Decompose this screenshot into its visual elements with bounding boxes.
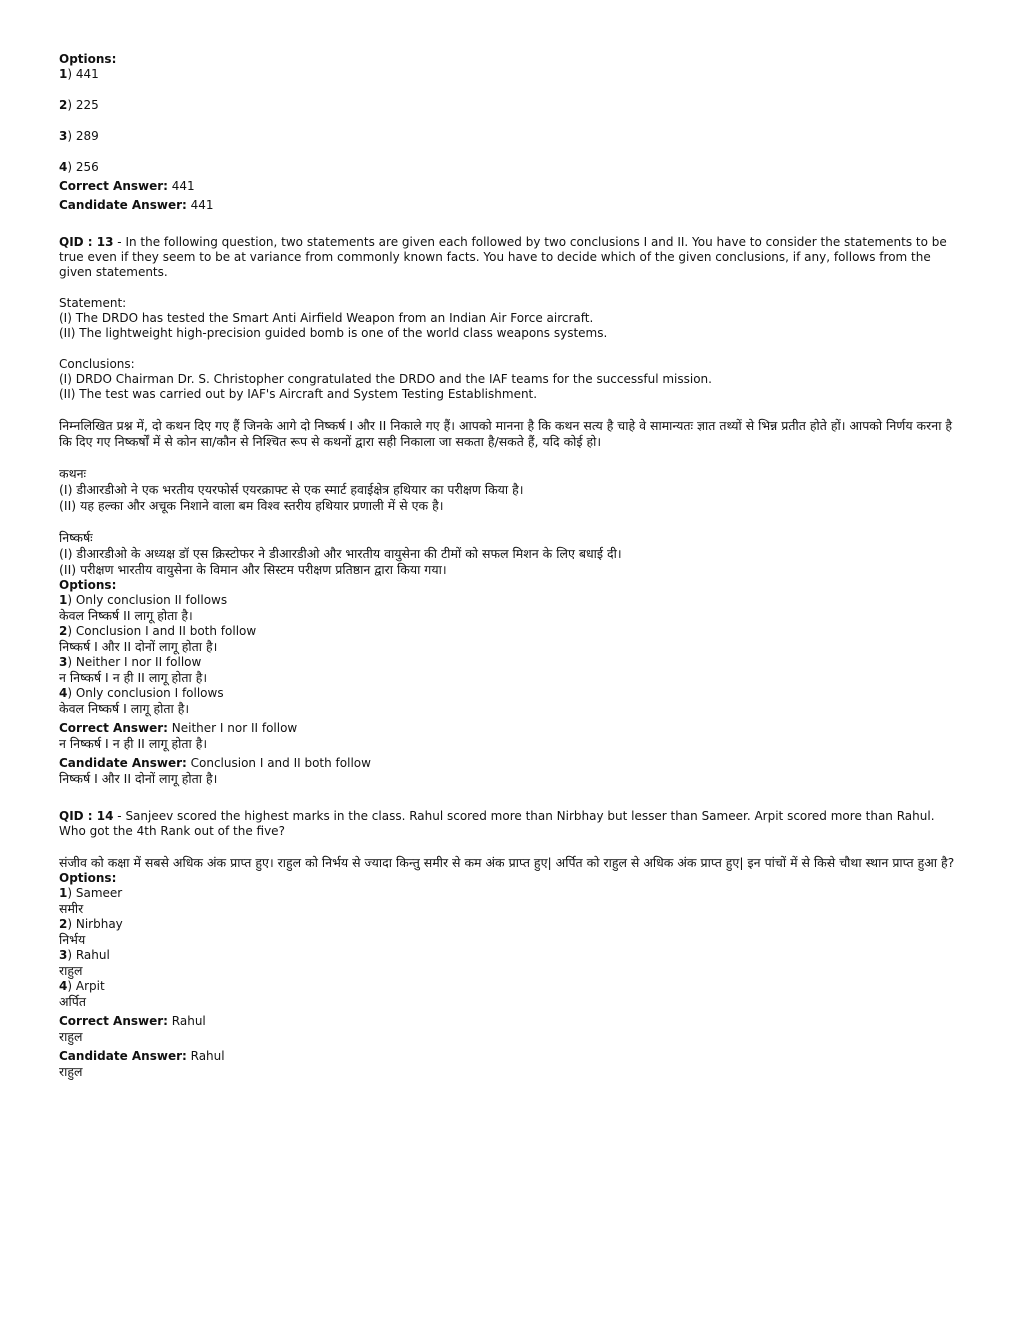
prev-question bbox=[59, 52, 962, 213]
question-14 bbox=[59, 809, 962, 1080]
correct-answer: Correct Answer: Rahul राहुल bbox=[59, 1014, 206, 1044]
statement-2-hindi: (II) यह हल्का और अचूक निशाने वाला बम विश्व स्तरीय हथियार प्रणाली में से एक है। bbox=[59, 498, 444, 513]
conclusion-1-hindi: (I) डीआरडीओ के अध्यक्ष डॉ एस क्रिस्टोफर ने डीआरडीओ और भारतीय वायुसेना की टीमों को सफल मिशन के लिए बधाई दी। bbox=[59, 546, 622, 561]
candidate-answer: Candidate Answer: Conclusion I and II both follow निष्कर्ष I और II दोनों लागू होता है। bbox=[59, 756, 371, 786]
option-3: 3) Rahul राहुल bbox=[59, 948, 110, 978]
question-13-intro-hindi: निम्नलिखित प्रश्न में, दो कथन दिए गए हैं जिनके आगे दो निष्कर्ष I और II निकाले गए हैं। आपको मानना है कि कथन सत्य है चाहे वे सामान्यतः ज्ञात तथ्यों से भिन्न प्रतीत होते हों। आपको निर्णय करना है कि दिए गए निष्कर्षों में से कोन सा/कौन से निश्चित रूप से कथनों द्वारा सही निकाला जा सकता है/सकते हैं, यदि कोई हो। bbox=[59, 418, 953, 449]
option-2: 2) Conclusion I and II both follow निष्कर्ष I और II दोनों लागू होता है। bbox=[59, 624, 257, 654]
conclusions-heading: Conclusions: bbox=[59, 357, 135, 371]
option-3: 3) Neither I nor II follow न निष्कर्ष I न ही II लागू होता है। bbox=[59, 655, 208, 685]
question-14-intro-hindi: संजीव को कक्षा में सबसे अधिक अंक प्राप्त हुए। राहुल को निर्भय से ज्यादा किन्तु समीर से कम अंक प्राप्त हुए| अर्पित को राहुल से अधिक अंक प्राप्त हुए| इन पांचों में से किसे चौथा स्थान प्राप्त हुआ है? bbox=[59, 855, 955, 870]
options-label: Options: bbox=[59, 578, 117, 592]
question-13-intro: QID : 13 - In the following question, two statements are given each followed by two conclusions I and II. You have to consider the statements to be true even if they seem to be at variance from commonly known facts. You have to decide which of the given conclusions, if any, follows from the given statements. bbox=[59, 235, 947, 279]
statement-heading: Statement: bbox=[59, 296, 127, 310]
correct-answer: Correct Answer: Neither I nor II follow न निष्कर्ष I न ही II लागू होता है। bbox=[59, 721, 298, 751]
option-2: 2) Nirbhay निर्भय bbox=[59, 917, 123, 947]
option-4: 4) 256 bbox=[59, 160, 99, 174]
conclusion-2-hindi: (II) परीक्षण भारतीय वायुसेना के विमान और सिस्टम परीक्षण प्रतिष्ठान द्वारा किया गया। bbox=[59, 562, 447, 577]
conclusions-heading-hindi: निष्कर्षः bbox=[59, 530, 93, 545]
question-13 bbox=[59, 235, 962, 787]
option-2: 2) 225 bbox=[59, 98, 99, 112]
question-14-intro: QID : 14 - Sanjeev scored the highest marks in the class. Rahul scored more than Nirbhay but lesser than Sameer. Arpit scored more than Rahul. Who got the 4th Rank out of the five? bbox=[59, 809, 935, 838]
statement-1-hindi: (I) डीआरडीओ ने एक भरतीय एयरफोर्स एयरक्राफ्ट से एक स्मार्ट हवाईक्षेत्र हथियार का परीक्षण किया है। bbox=[59, 482, 524, 497]
conclusion-1: (I) DRDO Chairman Dr. S. Christopher congratulated the DRDO and the IAF teams for the successful mission. bbox=[59, 372, 712, 386]
option-4: 4) Only conclusion I follows केवल निष्कर्ष I लागू होता है। bbox=[59, 686, 224, 716]
candidate-answer: Candidate Answer: 441 bbox=[59, 198, 214, 212]
candidate-answer: Candidate Answer: Rahul राहुल bbox=[59, 1049, 225, 1079]
options-label: Options: bbox=[59, 52, 117, 66]
options-label: Options: bbox=[59, 871, 117, 885]
statement-1: (I) The DRDO has tested the Smart Anti Airfield Weapon from an Indian Air Force aircraft. bbox=[59, 311, 594, 325]
correct-answer: Correct Answer: 441 bbox=[59, 179, 195, 193]
option-3: 3) 289 bbox=[59, 129, 99, 143]
option-1: 1) Only conclusion II follows केवल निष्कर्ष II लागू होता है। bbox=[59, 593, 228, 623]
statement-heading-hindi: कथनः bbox=[59, 466, 87, 481]
statement-2: (II) The lightweight high-precision guided bomb is one of the world class weapons systems. bbox=[59, 326, 608, 340]
conclusion-2: (II) The test was carried out by IAF's Aircraft and System Testing Establishment. bbox=[59, 387, 538, 401]
option-4: 4) Arpit अर्पित bbox=[59, 979, 105, 1009]
option-1: 1) 441 bbox=[59, 67, 99, 81]
option-1: 1) Sameer समीर bbox=[59, 886, 123, 916]
